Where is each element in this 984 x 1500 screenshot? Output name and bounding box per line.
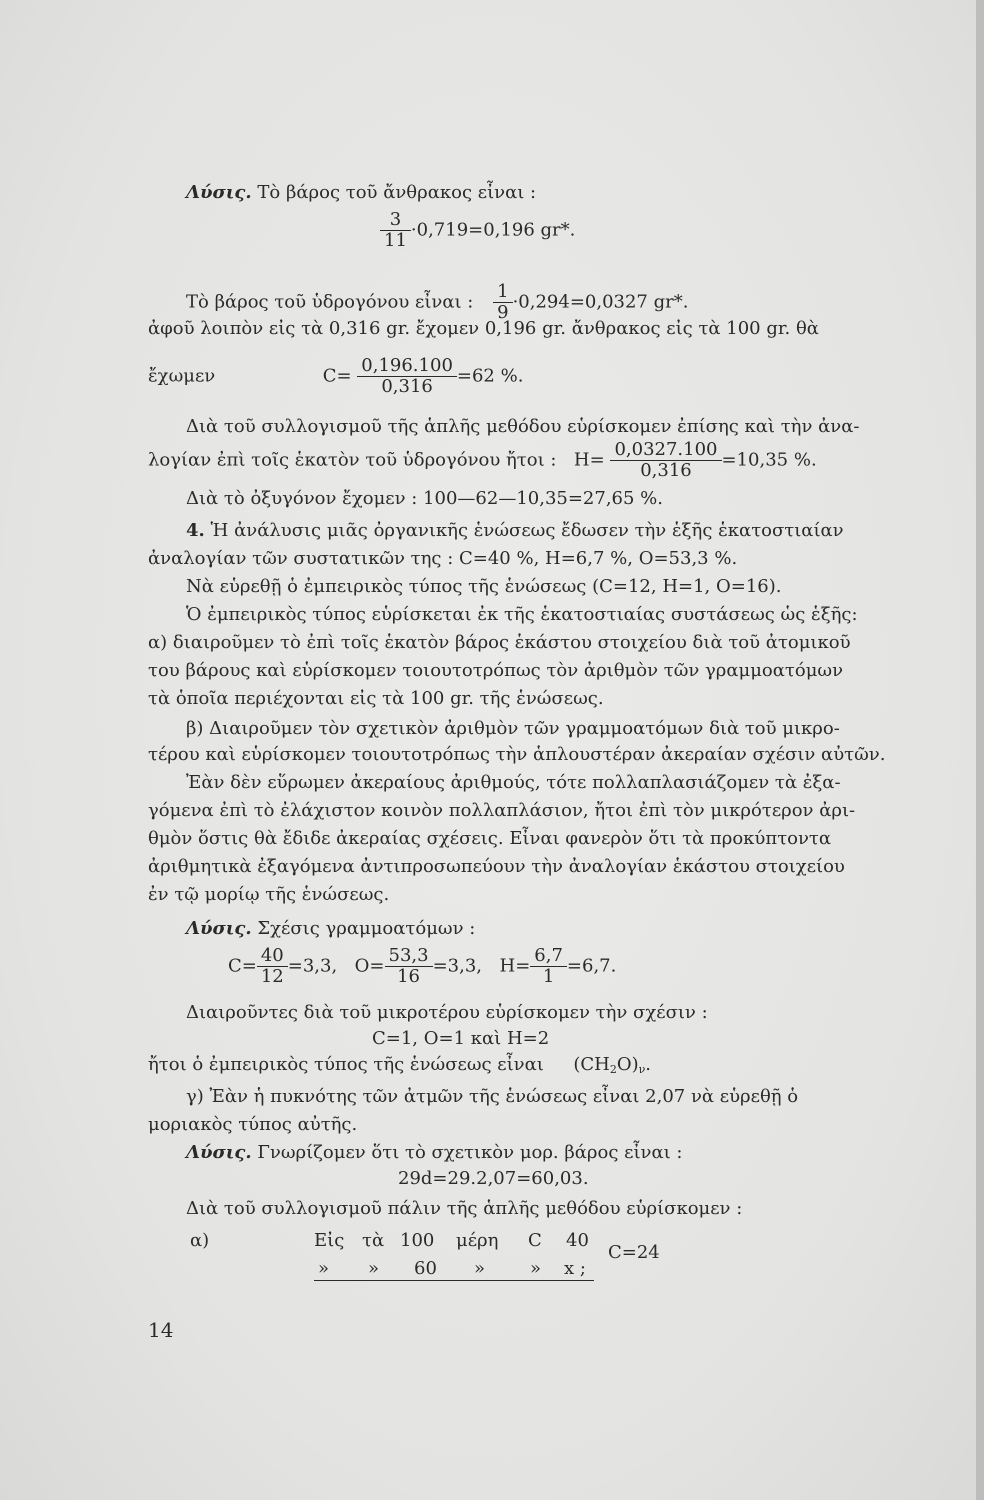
denominator: 0,316 (381, 376, 433, 397)
text-line: γόμενα ἐπὶ τὸ ἐλάχιστον κοινὸν πολλαπλάσιον, ἤτοι ἐπὶ τὸν μικρότερον ἀρι- (148, 800, 856, 821)
denominator: 11 (384, 230, 407, 251)
proportion-cell: » (474, 1258, 486, 1279)
proportion-result: C=24 (608, 1242, 660, 1263)
proportion-cell: μέρη (456, 1230, 499, 1251)
proportion-cell: » (368, 1258, 380, 1279)
h-symbol: H= (499, 955, 531, 977)
subscript: ν (638, 1063, 646, 1076)
gram-atom-ratios (228, 946, 616, 987)
lead-text: ἔχωμεν (148, 365, 216, 387)
formula-part: . (645, 1054, 652, 1075)
molar-weight-equation: 29d=29.2,07=60,03. (398, 1168, 589, 1189)
proportion-cell: τὰ (362, 1230, 385, 1251)
denominator: 9 (497, 302, 509, 323)
proportion-cell: » (530, 1258, 542, 1279)
page-number: 14 (148, 1318, 174, 1342)
text: Γνωρίζομεν ὅτι τὸ σχετικὸν μορ. βάρος εἶναι : (257, 1142, 683, 1163)
fraction (357, 356, 457, 397)
denominator: 0,316 (640, 460, 692, 481)
proportion-underline (314, 1280, 594, 1281)
proportion-cell: 40 (566, 1230, 589, 1251)
lead-text: λογίαν ἐπὶ τοῖς ἑκατὸν τοῦ ὑδρογόνου ἤτοι : (148, 449, 557, 471)
proportion-cell: x ; (564, 1258, 586, 1279)
numerator: 53,3 (385, 946, 433, 967)
fraction (380, 210, 411, 251)
text-line: Νὰ εὑρεθῇ ὁ ἐμπειρικὸς τύπος τῆς ἑνώσεως (C=12, H=1, O=16). (186, 576, 782, 597)
numerator: 1 (493, 282, 512, 303)
fraction (385, 946, 433, 987)
text-line: ἀφοῦ λοιπὸν εἰς τὰ 0,316 gr. ἔχομεν 0,196 gr. ἄνθρακος εἰς τὰ 100 gr. θὰ (148, 318, 819, 339)
text-line: Διὰ τοῦ συλλογισμοῦ τῆς ἁπλῆς μεθόδου εὑρίσκομεν ἐπίσης καὶ τὴν ἀνα- (186, 416, 860, 437)
solution-line-3 (186, 1142, 682, 1164)
ratio-result: C=1, O=1 καὶ H=2 (372, 1028, 550, 1049)
equation-rest: =62 %. (456, 365, 524, 387)
hydrogen-weight-line (186, 282, 688, 323)
text-line: ἐν τῷ μορίῳ τῆς ἑνώσεως. (148, 884, 390, 905)
proportion-cell: 60 (414, 1258, 437, 1279)
h-result: =6,7. (566, 955, 617, 977)
equation-rest: =10,35 %. (721, 449, 817, 471)
text-line: μοριακὸς τύπος αὐτῆς. (148, 1114, 358, 1135)
symbol: H= (573, 449, 605, 471)
numerator: 40 (257, 946, 288, 967)
page-edge-shadow (976, 0, 984, 1500)
solution-label: Λύσις. (186, 918, 252, 939)
text-line: γ) Ἐὰν ἡ πυκνότης τῶν ἀτμῶν τῆς ἑνώσεως εἶναι 2,07 νὰ εὑρεθῇ ὁ (186, 1086, 799, 1107)
formula-part: O) (616, 1054, 639, 1075)
text-line: θμὸν ὅστις θὰ ἔδιδε ἀκεραίας σχέσεις. Εἶναι φανερὸν ὅτι τὰ προκύπτοντα (148, 828, 832, 849)
numerator: 6,7 (530, 946, 567, 967)
c-symbol: C= (228, 955, 257, 977)
text-line: β) Διαιροῦμεν τὸν σχετικὸν ἀριθμὸν τῶν γραμμοατόμων διὰ τοῦ μικρο- (186, 718, 840, 739)
denominator: 1 (542, 966, 555, 987)
oxygen-line: Διὰ τὸ ὀξυγόνον ἔχομεν : 100—62—10,35=27,65 %. (186, 488, 664, 509)
hydrogen-percent-equation (148, 440, 817, 481)
c-result: =3,3, (287, 955, 338, 977)
proportion-cell: Εἰς (314, 1230, 345, 1251)
subscript: 2 (609, 1063, 617, 1076)
o-result: =3,3, (432, 955, 483, 977)
denominator: 12 (260, 966, 284, 987)
problem-4-heading (186, 520, 844, 542)
solution-line-2 (186, 918, 475, 940)
text: Τὸ βάρος τοῦ ὑδρογόνου εἶναι : (186, 291, 474, 313)
proportion-cell: 100 (400, 1230, 435, 1251)
fraction (530, 946, 567, 987)
solution-line-1 (186, 182, 536, 204)
carbon-percent-equation (148, 356, 523, 397)
fraction (257, 946, 288, 987)
carbon-weight-equation (380, 210, 575, 251)
proportion-cell: C (528, 1230, 542, 1251)
text-line: Ὁ ἐμπειρικὸς τύπος εὑρίσκεται ἐκ τῆς ἑκατοστιαίας συστάσεως ὡς ἑξῆς: (186, 604, 858, 625)
equation-rest: ·0,294=0,0327 gr*. (512, 291, 689, 313)
problem-number: 4. (186, 520, 205, 541)
text: ἤτοι ὁ ἐμπειρικὸς τύπος τῆς ἑνώσεως εἶναι (148, 1054, 544, 1075)
denominator: 16 (397, 966, 420, 987)
text-line: Ἐὰν δὲν εὕρωμεν ἀκεραίους ἀριθμούς, τότε πολλαπλασιάζομεν τὰ ἐξα- (186, 772, 841, 793)
numerator: 0,0327.100 (610, 440, 721, 461)
fraction (493, 282, 512, 323)
symbol: C= (322, 365, 352, 387)
text-line: Διὰ τοῦ συλλογισμοῦ πάλιν τῆς ἁπλῆς μεθόδου εὑρίσκομεν : (186, 1198, 743, 1219)
numerator: 3 (380, 210, 411, 231)
text: Τὸ βάρος τοῦ ἄνθρακος εἶναι : (257, 182, 537, 203)
fraction (610, 440, 721, 481)
formula-part: (CH (573, 1054, 610, 1075)
text-line: ἀριθμητικὰ ἐξαγόμενα ἀντιπροσωπεύουν τὴν ἀναλογίαν ἑκάστου στοιχείου (148, 856, 845, 877)
solution-label: Λύσις. (186, 1142, 252, 1163)
numerator: 0,196.100 (357, 356, 457, 377)
text-line: Διαιροῦντες διὰ τοῦ μικροτέρου εὑρίσκομεν τὴν σχέσιν : (186, 1002, 708, 1023)
text: Σχέσις γραμμοατόμων : (257, 918, 476, 939)
proportion-cell: » (318, 1258, 330, 1279)
proportion-item-label: α) (190, 1230, 210, 1251)
text-line: α) διαιροῦμεν τὸ ἐπὶ τοῖς ἑκατὸν βάρος ἑκάστου στοιχείου διὰ τοῦ ἀτομικοῦ (148, 632, 851, 653)
text-line: ἀναλογίαν τῶν συστατικῶν της : C=40 %, H=6,7 %, O=53,3 %. (148, 548, 738, 569)
text: Ἡ ἀνάλυσις μιᾶς ὀργανικῆς ἑνώσεως ἔδωσεν τὴν ἑξῆς ἑκατοστιαίαν (210, 520, 844, 541)
o-symbol: O= (354, 955, 385, 977)
equation-rest: ·0,719=0,196 gr*. (410, 219, 576, 241)
text-line: τὰ ὁποῖα περιέχονται εἰς τὰ 100 gr. τῆς ἑνώσεως. (148, 688, 604, 709)
solution-label: Λύσις. (186, 182, 252, 203)
text-line: τέρου καὶ εὑρίσκομεν τοιουτοτρόπως τὴν ἁπλουστέραν ἀκεραίαν σχέσιν αὐτῶν. (148, 744, 886, 765)
empirical-formula-line (148, 1054, 651, 1081)
text-line: του βάρους καὶ εὑρίσκομεν τοιουτοτρόπως τὸν ἀριθμὸν τῶν γραμμοατόμων (148, 660, 844, 681)
